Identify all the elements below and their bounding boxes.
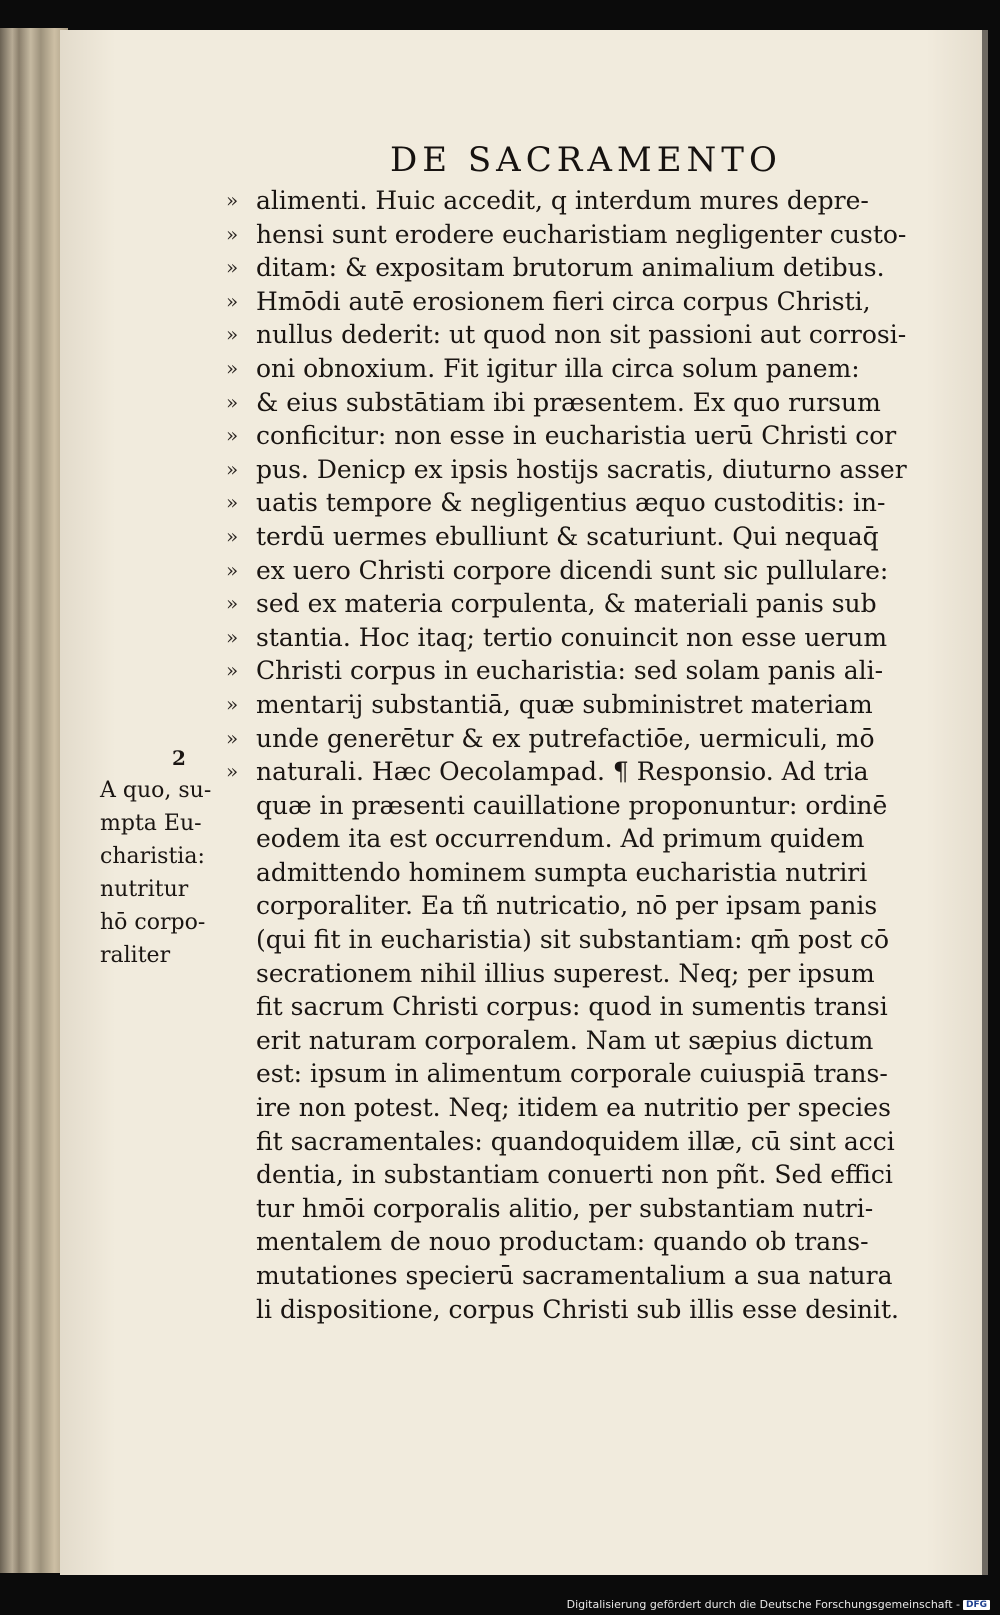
footer-text: Digitalisierung gefördert durch die Deutsche Forschungsgemeinschaft - <box>566 1598 960 1611</box>
quote-mark: » <box>226 725 239 750</box>
text-line: mutationes specierū sacramentalium a sua natura <box>256 1261 893 1290</box>
text-line: (qui fit in eucharistia) sit substantiam: qm̄ post cō <box>256 925 890 955</box>
text-line: unde generētur & ex putrefactiōe, uermiculi, mō <box>256 723 875 753</box>
text-line: Hmōdi autē erosionem fieri circa corpus Christi, <box>256 286 871 316</box>
text-line: uatis tempore & negligentius æquo custoditis: in- <box>256 488 886 518</box>
quote-mark: » <box>226 322 239 347</box>
text-line: eodem ita est occurrendum. Ad primum quidem <box>256 824 865 854</box>
quote-mark: » <box>226 557 239 582</box>
text-line: li dispositione, corpus Christi sub illis esse desinit. <box>256 1294 899 1324</box>
quote-mark: » <box>226 523 239 548</box>
quote-mark: » <box>226 355 239 380</box>
quote-mark: » <box>226 389 239 414</box>
body-text <box>256 184 940 1326</box>
text-line: tur hmōi corporalis alitio, per substantiam nutri- <box>256 1193 874 1223</box>
text-line: stantia. Hoc itaq; tertio conuincit non esse uerum <box>256 622 888 652</box>
margin-note-line: nutritur <box>100 877 189 902</box>
margin-note <box>100 774 240 972</box>
text-line: terdū uermes ebulliunt & scaturiunt. Qui nequaq̄ <box>256 521 879 551</box>
margin-note-number: 2 <box>172 746 186 770</box>
quote-mark: » <box>226 624 239 649</box>
text-line: sed ex materia corpulenta, & materiali panis sub <box>256 589 877 619</box>
text-line: hensi sunt erodere eucharistiam negligenter custo- <box>256 219 907 249</box>
text-line: secrationem nihil illius superest. Neq; per ipsum <box>256 958 875 988</box>
text-line: corporaliter. Ea tñ nutricatio, nō per ipsam panis <box>256 891 878 921</box>
margin-note-line: mpta Eu- <box>100 811 202 836</box>
text-line: ire non potest. Neq; itidem ea nutritio per species <box>256 1093 891 1123</box>
text-line: fit sacrum Christi corpus: quod in sumentis transi <box>256 992 888 1022</box>
text-line: fit sacramentales: quandoquidem illæ, cū sint acci <box>256 1126 895 1156</box>
text-line: pus. Denicp ex ipsis hostijs sacratis, diuturno asser <box>256 454 907 484</box>
margin-note-line: raliter <box>100 943 171 968</box>
quote-mark: » <box>226 255 239 280</box>
quote-mark: » <box>226 591 239 616</box>
quote-mark: » <box>226 221 239 246</box>
quote-mark-column <box>226 184 254 789</box>
text-line: est: ipsum in alimentum corporale cuiuspiā trans- <box>256 1059 888 1089</box>
quote-mark: » <box>226 188 239 212</box>
digitization-footer <box>567 1598 990 1611</box>
quote-mark: » <box>226 759 239 784</box>
text-line: erit naturam corporalem. Nam ut sæpius dictum <box>256 1025 874 1055</box>
text-line: conficitur: non esse in eucharistia uerū Christi cor <box>256 421 897 451</box>
text-line: ex uero Christi corpore dicendi sunt sic pullulare: <box>256 555 889 585</box>
margin-note-line: A quo, su- <box>100 778 212 803</box>
text-line: naturali. Hæc Oecolampad. ¶ Responsio. Ad tria <box>256 757 869 787</box>
text-line: mentalem de nouo productam: quando ob trans- <box>256 1227 869 1257</box>
text-line: nullus dederit: ut quod non sit passioni aut corrosi- <box>256 320 907 350</box>
margin-note-line: hō corpo- <box>100 910 206 935</box>
quote-mark: » <box>226 423 239 448</box>
quote-mark: » <box>226 456 239 481</box>
quote-mark: » <box>226 691 239 716</box>
text-line: Christi corpus in eucharistia: sed solam panis ali- <box>256 656 884 686</box>
book-edge <box>0 28 68 1573</box>
margin-note-line: charistia: <box>100 844 205 869</box>
text-line: ditam: & expositam brutorum animalium detibus. <box>256 253 885 283</box>
quote-mark: » <box>226 658 239 683</box>
quote-mark: » <box>226 490 239 515</box>
quote-mark: » <box>226 288 239 313</box>
running-header: DE SACRAMENTO <box>390 140 782 180</box>
text-line: dentia, in substantiam conuerti non pñt. Sed effici <box>256 1160 893 1190</box>
text-line: admittendo hominem sumpta eucharistia nutriri <box>256 857 868 887</box>
text-line: quæ in præsenti cauillatione proponuntur: ordinē <box>256 790 888 820</box>
text-line: mentarij substantiā, quæ subministret materiam <box>256 689 873 719</box>
text-line: oni obnoxium. Fit igitur illa circa solum panem: <box>256 353 860 383</box>
dfg-logo: DFG <box>963 1600 990 1610</box>
text-line: alimenti. Huic accedit, q interdum mures depre- <box>256 186 869 215</box>
text-line: & eius substātiam ibi præsentem. Ex quo rursum <box>256 387 881 417</box>
